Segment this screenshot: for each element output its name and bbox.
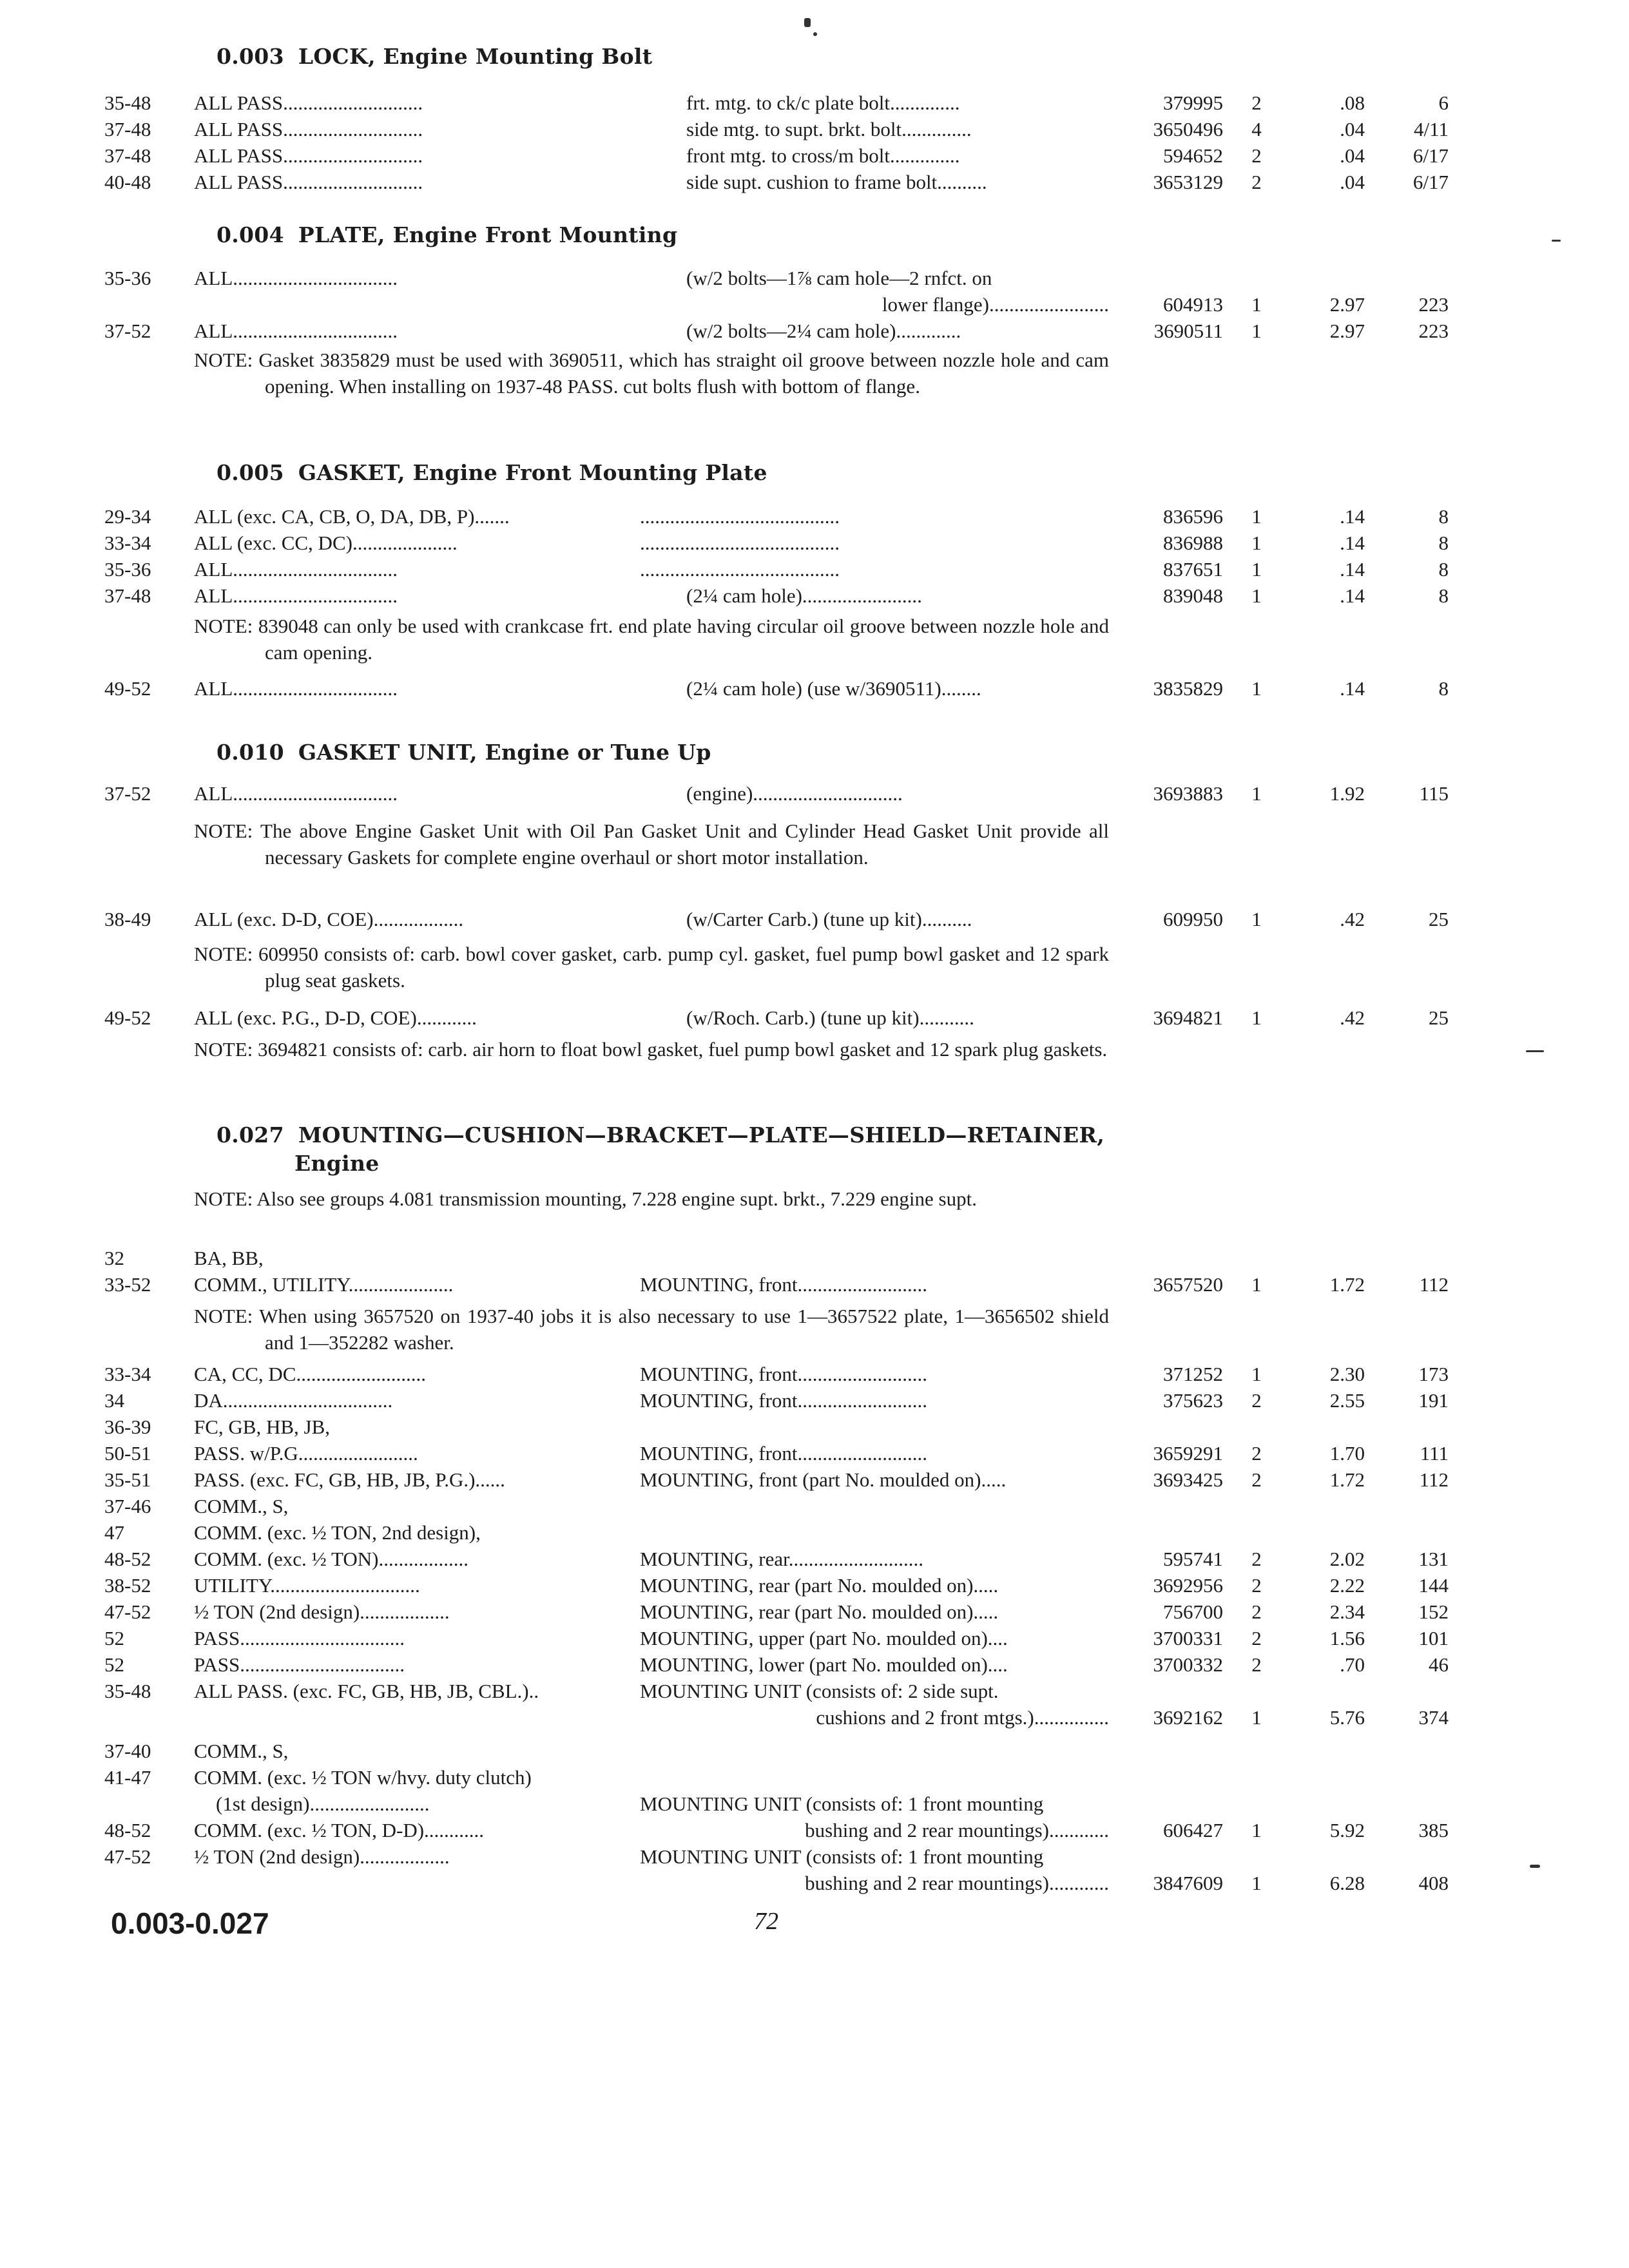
quantity-cell: 1: [1251, 1006, 1262, 1029]
table-row: [0, 1705, 1629, 1731]
year-cell: 35-48: [104, 1680, 151, 1702]
application-cell: COMM. (exc. ½ TON, 2nd design),: [194, 1521, 481, 1544]
note-text: NOTE: Gasket 3835829 must be used with 3690511, which has straight oil groove between nozzle hole and cam opening. When installing on 1937-48 PASS. cut bolts flush with bottom of flange.: [194, 349, 1109, 398]
quantity-cell: 1: [1251, 1819, 1262, 1841]
table-row: [0, 292, 1629, 318]
code-cell: 6/17: [1412, 144, 1449, 167]
price-cell: 1.92: [1329, 782, 1365, 805]
code-cell: 8: [1438, 532, 1449, 554]
description-cell: MOUNTING, upper (part No. moulded on)....: [640, 1627, 1008, 1649]
price-cell: 2.02: [1329, 1548, 1365, 1570]
year-cell: 33-34: [104, 1363, 151, 1385]
table-row: [0, 1652, 1629, 1678]
description-cell: (w/Carter Carb.) (tune up kit)..........: [686, 908, 972, 930]
application-cell: PASS.................................: [194, 1627, 405, 1649]
table-row: [0, 781, 1629, 807]
code-cell: 8: [1438, 558, 1449, 581]
table-row: [0, 1546, 1629, 1572]
part-number-cell: 3653129: [1153, 171, 1223, 193]
description-cell: cushions and 2 front mtgs.)...............: [816, 1706, 1109, 1729]
part-number-cell: 836596: [1163, 505, 1223, 528]
table-row: [0, 117, 1629, 142]
scan-speck: [813, 32, 817, 36]
application-cell: ALL PASS............................: [194, 91, 423, 114]
description-cell: ........................................: [640, 505, 840, 528]
note-text: NOTE: When using 3657520 on 1937-40 jobs it is also necessary to use 1—3657522 plate, 1—3656502 shield and 1—352282 washer.: [194, 1305, 1109, 1354]
code-cell: 191: [1418, 1389, 1449, 1412]
quantity-cell: 1: [1251, 584, 1262, 607]
table-row: [0, 1870, 1629, 1896]
part-number-cell: 3693425: [1153, 1468, 1223, 1491]
part-number-cell: 3657520: [1153, 1273, 1223, 1296]
application-cell: ALL PASS............................: [194, 118, 423, 140]
application-cell: DA..................................: [194, 1389, 393, 1412]
section-number: 0.010: [217, 740, 284, 765]
description-cell: (w/2 bolts—2¼ cam hole).............: [686, 320, 961, 342]
code-cell: 111: [1420, 1442, 1449, 1465]
table-row: [0, 1520, 1629, 1546]
application-cell: COMM. (exc. ½ TON w/hvy. duty clutch): [194, 1766, 532, 1789]
description-cell: side mtg. to supt. brkt. bolt..............: [686, 118, 972, 140]
quantity-cell: 1: [1251, 320, 1262, 342]
part-number-cell: 3692162: [1153, 1706, 1223, 1729]
year-cell: 47: [104, 1521, 124, 1544]
description-cell: front mtg. to cross/m bolt..............: [686, 144, 960, 167]
year-cell: 34: [104, 1389, 124, 1412]
table-row: [0, 1245, 1629, 1271]
year-cell: 37-40: [104, 1740, 151, 1762]
application-cell: ALL (exc. D-D, COE)..................: [194, 908, 464, 930]
year-cell: 48-52: [104, 1548, 151, 1570]
year-cell: 35-36: [104, 267, 151, 289]
price-cell: .14: [1340, 584, 1365, 607]
table-row: [0, 169, 1629, 195]
quantity-cell: 1: [1251, 1363, 1262, 1385]
code-cell: 152: [1418, 1600, 1449, 1623]
quantity-cell: 1: [1251, 1706, 1262, 1729]
description-cell: MOUNTING UNIT (consists of: 1 front mounting: [640, 1845, 1044, 1868]
table-row: [0, 265, 1629, 291]
price-cell: .14: [1340, 532, 1365, 554]
table-row: [0, 907, 1629, 932]
year-cell: 40-48: [104, 171, 151, 193]
section-number: 0.005: [217, 460, 284, 485]
note-text: NOTE: 839048 can only be used with crankcase frt. end plate having circular oil groove between nozzle hole and cam opening.: [194, 615, 1109, 664]
quantity-cell: 1: [1251, 677, 1262, 700]
table-row: [0, 143, 1629, 169]
quantity-cell: 1: [1251, 293, 1262, 316]
description-cell: (w/Roch. Carb.) (tune up kit)...........: [686, 1006, 974, 1029]
year-cell: 35-36: [104, 558, 151, 581]
application-cell: BA, BB,: [194, 1247, 264, 1269]
table-row: [0, 90, 1629, 116]
application-cell: FC, GB, HB, JB,: [194, 1416, 331, 1438]
part-number-cell: 3690511: [1153, 320, 1223, 342]
application-cell: COMM., S,: [194, 1740, 289, 1762]
code-cell: 6: [1438, 91, 1449, 114]
section-title-continued: Engine: [294, 1151, 380, 1176]
description-cell: MOUNTING, rear (part No. moulded on).....: [640, 1574, 999, 1597]
year-cell: 41-47: [104, 1766, 151, 1789]
part-number-cell: 756700: [1163, 1600, 1223, 1623]
code-cell: 8: [1438, 505, 1449, 528]
table-row: [0, 1467, 1629, 1493]
part-number-cell: 836988: [1163, 532, 1223, 554]
year-cell: 52: [104, 1653, 124, 1676]
quantity-cell: 1: [1251, 558, 1262, 581]
year-cell: 33-52: [104, 1273, 151, 1296]
note-text: NOTE: The above Engine Gasket Unit with Oil Pan Gasket Unit and Cylinder Head Gasket Unit provide all necessary Gaskets for complete engine overhaul or short motor installation.: [194, 820, 1109, 869]
price-cell: .14: [1340, 505, 1365, 528]
application-cell: ½ TON (2nd design)..................: [194, 1845, 450, 1868]
price-cell: 2.30: [1329, 1363, 1365, 1385]
part-number-cell: 606427: [1163, 1819, 1223, 1841]
quantity-cell: 4: [1251, 118, 1262, 140]
table-row: [0, 1414, 1629, 1440]
part-number-cell: 3650496: [1153, 118, 1223, 140]
code-cell: 101: [1418, 1627, 1449, 1649]
price-cell: .04: [1340, 118, 1365, 140]
section-title: LOCK, Engine Mounting Bolt: [298, 44, 653, 69]
quantity-cell: 2: [1251, 1442, 1262, 1465]
code-cell: 131: [1418, 1548, 1449, 1570]
price-cell: 2.55: [1329, 1389, 1365, 1412]
scan-speck: [1552, 240, 1561, 242]
section-number: 0.003: [217, 44, 284, 69]
quantity-cell: 2: [1251, 1653, 1262, 1676]
year-cell: 38-49: [104, 908, 151, 930]
application-cell: PASS. w/P.G........................: [194, 1442, 418, 1465]
year-cell: 37-48: [104, 584, 151, 607]
part-number-cell: 594652: [1163, 144, 1223, 167]
year-cell: 47-52: [104, 1845, 151, 1868]
quantity-cell: 2: [1251, 91, 1262, 114]
code-cell: 408: [1418, 1872, 1449, 1894]
table-row: [0, 1765, 1629, 1791]
price-cell: .04: [1340, 171, 1365, 193]
quantity-cell: 2: [1251, 1627, 1262, 1649]
table-row: [0, 583, 1629, 609]
price-cell: 1.70: [1329, 1442, 1365, 1465]
price-cell: 2.22: [1329, 1574, 1365, 1597]
application-cell: PASS. (exc. FC, GB, HB, JB, P.G.)......: [194, 1468, 505, 1491]
application-cell: ½ TON (2nd design)..................: [194, 1600, 450, 1623]
description-cell: (2¼ cam hole)........................: [686, 584, 922, 607]
section-number: 0.027: [217, 1122, 284, 1148]
quantity-cell: 1: [1251, 505, 1262, 528]
part-number-cell: 3847609: [1153, 1872, 1223, 1894]
year-cell: 49-52: [104, 677, 151, 700]
section-title: MOUNTING—CUSHION—BRACKET—PLATE—SHIELD—RETAINER,: [298, 1122, 1105, 1148]
table-row: [0, 1599, 1629, 1625]
price-cell: 1.72: [1329, 1273, 1365, 1296]
price-cell: .08: [1340, 91, 1365, 114]
price-cell: .14: [1340, 677, 1365, 700]
year-cell: 47-52: [104, 1600, 151, 1623]
year-cell: 37-52: [104, 782, 151, 805]
price-cell: 2.97: [1329, 293, 1365, 316]
code-cell: 173: [1418, 1363, 1449, 1385]
description-cell: MOUNTING, rear (part No. moulded on).....: [640, 1600, 999, 1623]
application-cell: ALL.................................: [194, 320, 398, 342]
price-cell: .42: [1340, 1006, 1365, 1029]
section-header: [217, 1121, 1104, 1178]
code-cell: 112: [1419, 1273, 1449, 1296]
year-cell: 37-48: [104, 118, 151, 140]
code-cell: 115: [1419, 782, 1449, 805]
code-cell: 4/11: [1414, 118, 1449, 140]
year-cell: 38-52: [104, 1574, 151, 1597]
price-cell: 5.76: [1329, 1706, 1365, 1729]
quantity-cell: 2: [1251, 1468, 1262, 1491]
price-cell: 6.28: [1329, 1872, 1365, 1894]
description-cell: ........................................: [640, 532, 840, 554]
part-number-cell: 609950: [1163, 908, 1223, 930]
part-number-cell: 3692956: [1153, 1574, 1223, 1597]
description-cell: (w/2 bolts—1⅞ cam hole—2 rnfct. on: [686, 267, 992, 289]
application-cell: ALL PASS............................: [194, 144, 423, 167]
description-cell: frt. mtg. to ck/c plate bolt..............: [686, 91, 960, 114]
scan-speck: [1530, 1865, 1540, 1868]
price-cell: .42: [1340, 908, 1365, 930]
quantity-cell: 1: [1251, 908, 1262, 930]
table-row: [0, 1738, 1629, 1764]
quantity-cell: 2: [1251, 171, 1262, 193]
quantity-cell: 2: [1251, 1574, 1262, 1597]
year-cell: 35-48: [104, 91, 151, 114]
description-cell: MOUNTING, front..........................: [640, 1389, 928, 1412]
price-cell: .04: [1340, 144, 1365, 167]
year-cell: 37-52: [104, 320, 151, 342]
section-header: [217, 460, 767, 485]
description-cell: bushing and 2 rear mountings)............: [805, 1872, 1109, 1894]
table-row: [0, 1272, 1629, 1298]
price-cell: 1.72: [1329, 1468, 1365, 1491]
page-number: 72: [754, 1908, 778, 1935]
section-title: GASKET UNIT, Engine or Tune Up: [298, 740, 711, 765]
code-cell: 374: [1418, 1706, 1449, 1729]
part-number-cell: 375623: [1163, 1389, 1223, 1412]
description-cell: MOUNTING, front..........................: [640, 1442, 928, 1465]
description-cell: MOUNTING UNIT (consists of: 2 side supt.: [640, 1680, 999, 1702]
quantity-cell: 1: [1251, 532, 1262, 554]
price-cell: 5.92: [1329, 1819, 1365, 1841]
description-cell: MOUNTING, rear...........................: [640, 1548, 923, 1570]
table-row: [0, 318, 1629, 344]
page-range-label: 0.003-0.027: [111, 1907, 269, 1940]
description-cell: bushing and 2 rear mountings)............: [805, 1819, 1109, 1841]
table-row: [0, 676, 1629, 702]
year-cell: 37-48: [104, 144, 151, 167]
year-cell: 35-51: [104, 1468, 151, 1491]
application-cell: ALL.................................: [194, 782, 398, 805]
note-text: NOTE: 609950 consists of: carb. bowl cover gasket, carb. pump cyl. gasket, fuel pump bowl gasket and 12 spark plug seat gaskets.: [194, 943, 1109, 992]
year-cell: 36-39: [104, 1416, 151, 1438]
section-title: GASKET, Engine Front Mounting Plate: [298, 460, 767, 485]
year-cell: 37-46: [104, 1495, 151, 1517]
quantity-cell: 2: [1251, 144, 1262, 167]
part-number-cell: 604913: [1163, 293, 1223, 316]
code-cell: 25: [1429, 908, 1449, 930]
section-header: [217, 222, 677, 247]
year-cell: 48-52: [104, 1819, 151, 1841]
part-number-cell: 3659291: [1153, 1442, 1223, 1465]
description-cell: ........................................: [640, 558, 840, 581]
price-cell: 2.97: [1329, 320, 1365, 342]
application-cell: CA, CC, DC..........................: [194, 1363, 426, 1385]
description-cell: MOUNTING, front..........................: [640, 1363, 928, 1385]
code-cell: 6/17: [1412, 171, 1449, 193]
price-cell: 1.56: [1329, 1627, 1365, 1649]
table-row: [0, 1791, 1629, 1817]
application-cell: ALL.................................: [194, 677, 398, 700]
code-cell: 8: [1438, 584, 1449, 607]
application-cell: COMM. (exc. ½ TON)..................: [194, 1548, 468, 1570]
application-cell: ALL PASS. (exc. FC, GB, HB, JB, CBL.)..: [194, 1680, 539, 1702]
year-cell: 33-34: [104, 532, 151, 554]
application-cell: ALL (exc. CA, CB, O, DA, DB, P).......: [194, 505, 510, 528]
year-cell: 49-52: [104, 1006, 151, 1029]
description-cell: lower flange)........................: [882, 293, 1109, 316]
application-cell: ALL.................................: [194, 267, 398, 289]
table-row: [0, 1818, 1629, 1843]
application-cell: COMM., UTILITY.....................: [194, 1273, 454, 1296]
application-cell: PASS.................................: [194, 1653, 405, 1676]
part-number-cell: 595741: [1163, 1548, 1223, 1570]
description-cell: MOUNTING, lower (part No. moulded on)....: [640, 1653, 1008, 1676]
table-row: [0, 1005, 1629, 1031]
description-cell: MOUNTING UNIT (consists of: 1 front mounting: [640, 1792, 1044, 1815]
table-row: [0, 1678, 1629, 1704]
table-row: [0, 1626, 1629, 1651]
quantity-cell: 1: [1251, 1872, 1262, 1894]
table-row: [0, 1388, 1629, 1414]
section-number: 0.004: [217, 222, 284, 247]
code-cell: 223: [1418, 293, 1449, 316]
quantity-cell: 1: [1251, 782, 1262, 805]
code-cell: 144: [1418, 1574, 1449, 1597]
code-cell: 112: [1419, 1468, 1449, 1491]
description-cell: (2¼ cam hole) (use w/3690511)........: [686, 677, 981, 700]
description-cell: MOUNTING, front..........................: [640, 1273, 928, 1296]
part-number-cell: 839048: [1163, 584, 1223, 607]
application-cell: (1st design)........................: [216, 1792, 430, 1815]
application-cell: UTILITY..............................: [194, 1574, 420, 1597]
section-title: PLATE, Engine Front Mounting: [298, 222, 678, 247]
year-cell: 50-51: [104, 1442, 151, 1465]
application-cell: ALL PASS............................: [194, 171, 423, 193]
part-number-cell: 3693883: [1153, 782, 1223, 805]
note-text: NOTE: Also see groups 4.081 transmission mounting, 7.228 engine supt. brkt., 7.229 engine supt.: [194, 1187, 977, 1210]
application-cell: ALL.................................: [194, 558, 398, 581]
quantity-cell: 2: [1251, 1389, 1262, 1412]
table-row: [0, 1441, 1629, 1466]
part-number-cell: 379995: [1163, 91, 1223, 114]
price-cell: 2.34: [1329, 1600, 1365, 1623]
description-cell: side supt. cushion to frame bolt..........: [686, 171, 987, 193]
part-number-cell: 3700331: [1153, 1627, 1223, 1649]
year-cell: 52: [104, 1627, 124, 1649]
code-cell: 25: [1429, 1006, 1449, 1029]
table-row: [0, 1494, 1629, 1519]
year-cell: 32: [104, 1247, 124, 1269]
application-cell: ALL (exc. CC, DC).....................: [194, 532, 458, 554]
year-cell: 29-34: [104, 505, 151, 528]
part-number-cell: 371252: [1163, 1363, 1223, 1385]
application-cell: COMM. (exc. ½ TON, D-D)............: [194, 1819, 485, 1841]
table-row: [0, 530, 1629, 556]
description-cell: MOUNTING, front (part No. moulded on).....: [640, 1468, 1007, 1491]
part-number-cell: 3835829: [1153, 677, 1223, 700]
application-cell: ALL.................................: [194, 584, 398, 607]
section-header: [217, 740, 711, 765]
code-cell: 385: [1418, 1819, 1449, 1841]
scan-speck: [1526, 1050, 1544, 1052]
part-number-cell: 3694821: [1153, 1006, 1223, 1029]
quantity-cell: 2: [1251, 1600, 1262, 1623]
quantity-cell: 1: [1251, 1273, 1262, 1296]
code-cell: 46: [1429, 1653, 1449, 1676]
table-row: [0, 1573, 1629, 1599]
note-text: NOTE: 3694821 consists of: carb. air horn to float bowl gasket, fuel pump bowl gasket and 12 spark plug gaskets.: [194, 1038, 1108, 1061]
table-row: [0, 1361, 1629, 1387]
code-cell: 8: [1438, 677, 1449, 700]
code-cell: 223: [1418, 320, 1449, 342]
price-cell: .14: [1340, 558, 1365, 581]
table-row: [0, 504, 1629, 530]
table-row: [0, 557, 1629, 582]
section-header: [217, 44, 652, 69]
price-cell: .70: [1340, 1653, 1365, 1676]
application-cell: ALL (exc. P.G., D-D, COE)............: [194, 1006, 477, 1029]
scan-speck: [804, 18, 811, 27]
application-cell: COMM., S,: [194, 1495, 289, 1517]
description-cell: (engine)..............................: [686, 782, 903, 805]
part-number-cell: 3700332: [1153, 1653, 1223, 1676]
quantity-cell: 2: [1251, 1548, 1262, 1570]
table-row: [0, 1844, 1629, 1870]
part-number-cell: 837651: [1163, 558, 1223, 581]
